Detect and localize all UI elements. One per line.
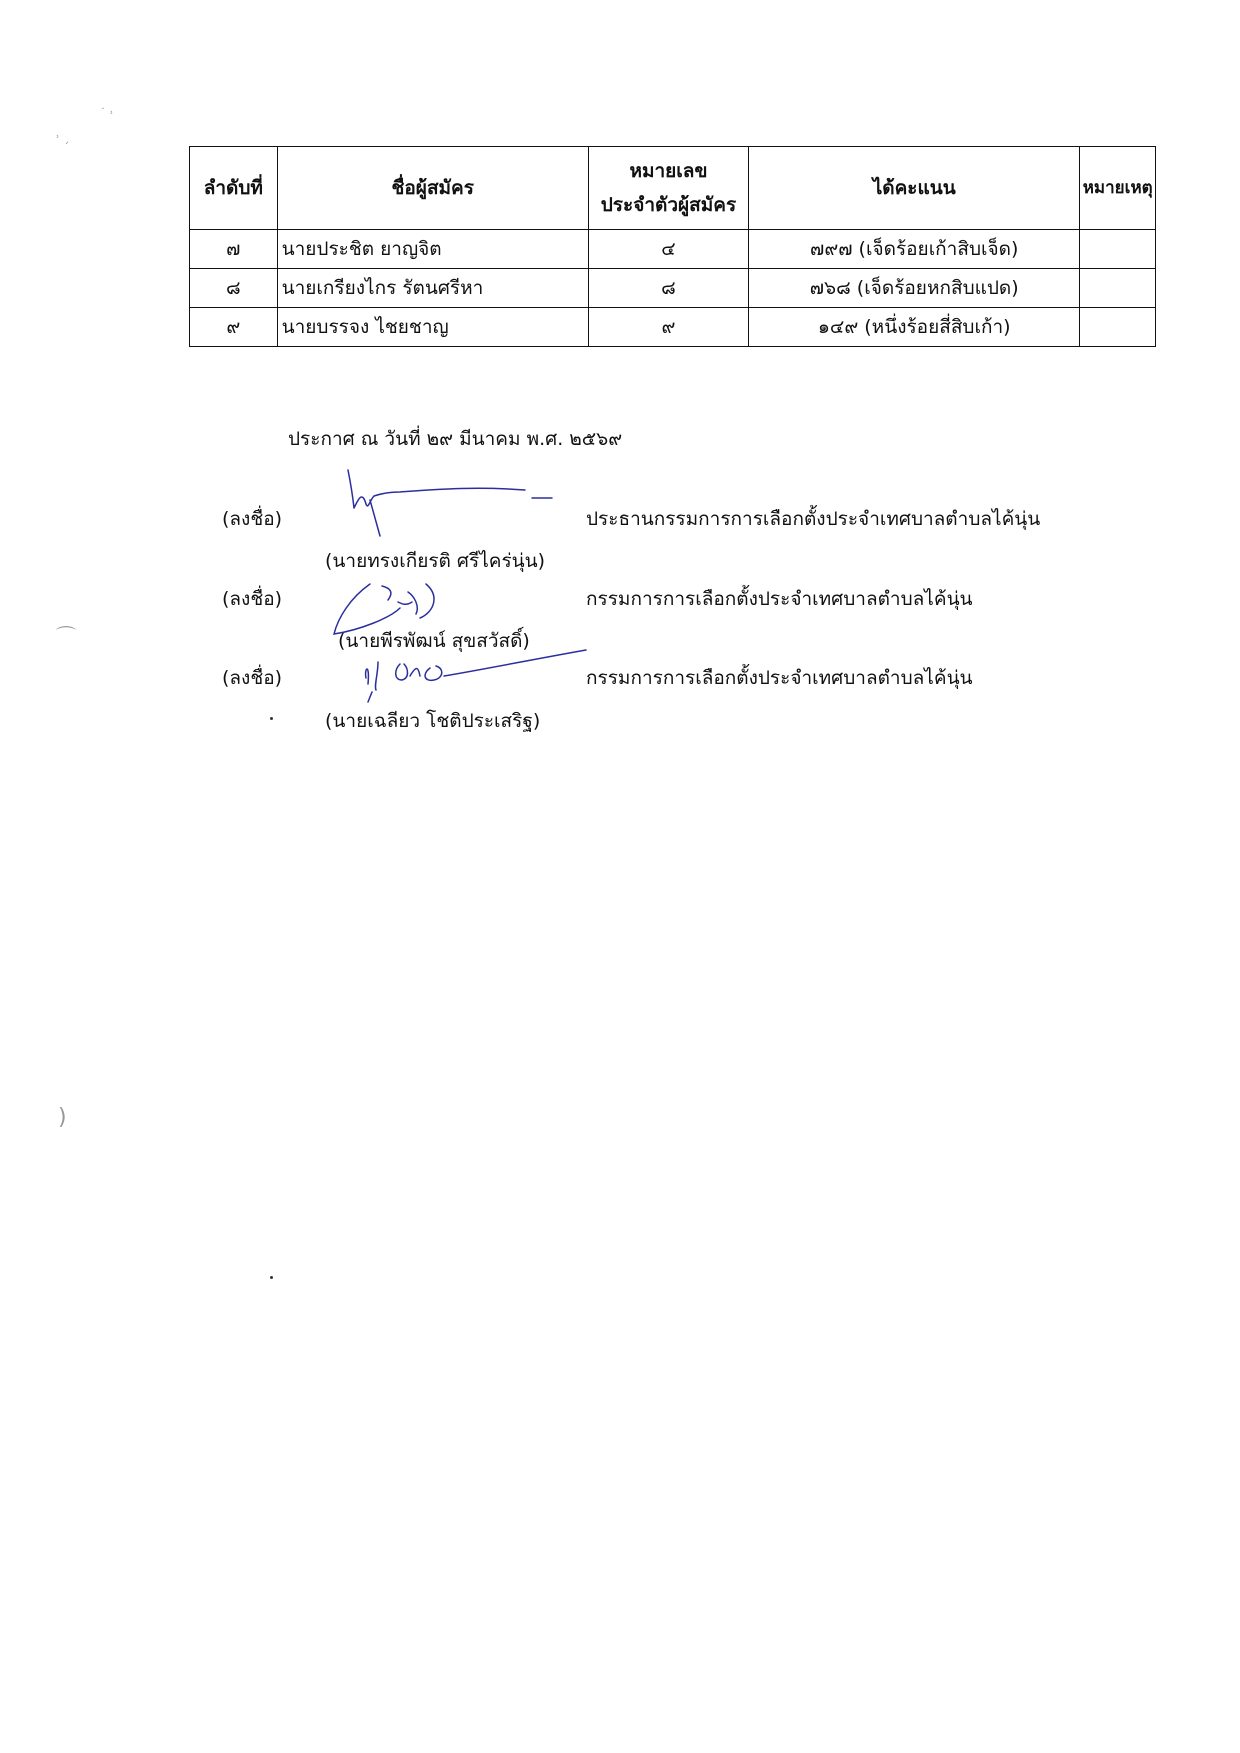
cell-remark	[1080, 269, 1156, 308]
cell-name: นายประชิต ยาญจิต	[277, 230, 588, 269]
signer-name: (นายพีรพัฒน์ สุขสวัสดิ์)	[338, 630, 530, 652]
scan-speck: ⌒	[56, 624, 76, 648]
scan-dot	[270, 1276, 273, 1279]
signer-role: กรรมการการเลือกตั้งประจำเทศบาลตำบลไค้นุ่น	[586, 588, 973, 610]
signer-name: (นายเฉลียว โชติประเสริฐ)	[325, 710, 541, 732]
sign-label: (ลงชื่อ)	[222, 588, 283, 610]
cell-number: ๘	[588, 269, 748, 308]
scan-dot	[270, 717, 273, 720]
cell-order: ๗	[190, 230, 278, 269]
cell-score: ๑๔๙ (หนึ่งร้อยสี่สิบเก้า)	[749, 308, 1080, 347]
header-remark: หมายเหตุ	[1080, 147, 1156, 230]
table-header-row	[190, 147, 1156, 230]
signer-role: ประธานกรรมการการเลือกตั้งประจำเทศบาลตำบลไค้นุ่น	[586, 508, 1041, 530]
signer-role: กรรมการการเลือกตั้งประจำเทศบาลตำบลไค้นุ่น	[586, 667, 973, 689]
signer-name: (นายทรงเกียรติ ศรีไคร่นุ่น)	[325, 550, 546, 572]
sign-label: (ลงชื่อ)	[222, 508, 283, 530]
cell-name: นายเกรียงไกร รัตนศรีหา	[277, 269, 588, 308]
header-number-line2: ประจำตัวผู้สมัคร	[600, 194, 737, 216]
sign-label: (ลงชื่อ)	[222, 667, 283, 689]
header-name: ชื่อผู้สมัคร	[277, 147, 588, 230]
scan-speck: ˒ ˏ	[56, 130, 70, 144]
cell-remark	[1080, 308, 1156, 347]
scan-speck: )	[58, 1105, 67, 1130]
handwritten-signature	[340, 460, 560, 540]
header-number-line1: หมายเลข	[629, 160, 708, 182]
header-candidate-number	[588, 147, 748, 230]
cell-score: ๗๙๗ (เจ็ดร้อยเก้าสิบเจ็ด)	[749, 230, 1080, 269]
announcement-date: ประกาศ ณ วันที่ ๒๙ มีนาคม พ.ศ. ๒๕๖๙	[288, 428, 623, 450]
scan-speck: ˙ ˒	[100, 106, 114, 120]
cell-name: นายบรรจง ไชยชาญ	[277, 308, 588, 347]
cell-remark	[1080, 230, 1156, 269]
header-order: ลำดับที่	[190, 147, 278, 230]
cell-score: ๗๖๘ (เจ็ดร้อยหกสิบแปด)	[749, 269, 1080, 308]
cell-order: ๘	[190, 269, 278, 308]
election-results-table	[189, 146, 1156, 347]
header-score: ได้คะแนน	[749, 147, 1080, 230]
table-row	[190, 230, 1156, 269]
cell-number: ๔	[588, 230, 748, 269]
cell-order: ๙	[190, 308, 278, 347]
table-row	[190, 269, 1156, 308]
table-row	[190, 308, 1156, 347]
cell-number: ๙	[588, 308, 748, 347]
